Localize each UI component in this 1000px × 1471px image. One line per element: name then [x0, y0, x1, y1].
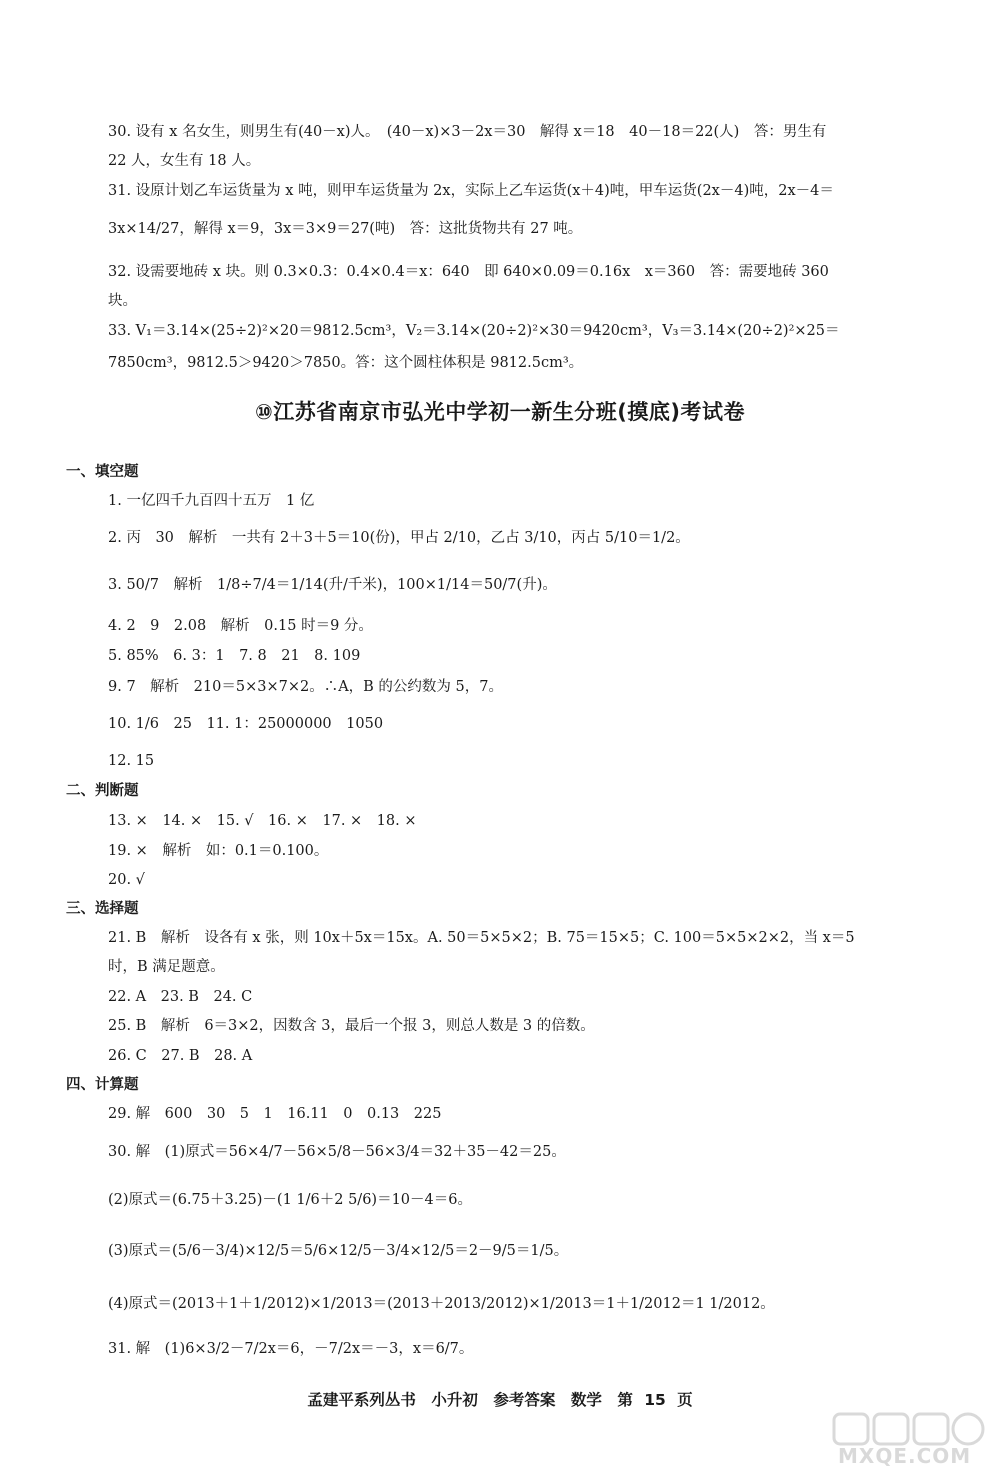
answer-26-28: 26. C 27. B 28. A [108, 1048, 253, 1064]
answer-21-line-2: 时，B 满足题意。 [108, 959, 225, 975]
answer-21-line-1: 21. B 解析 设各有 x 张，则 10x＋5x＝15x。A. 50＝5×5×2；B. 75＝15×5；C. 100＝5×5×2×2，当 x＝5 [108, 930, 855, 946]
answer-20: 20. √ [108, 872, 145, 888]
answer-4: 4. 2 9 2.08 解析 0.15 时＝9 分。 [108, 618, 373, 634]
answer-2: 2. 丙 30 解析 一共有 2＋3＋5＝10(份)，甲占 2/10，乙占 3/10，丙占 5/10＝1/2。 [108, 530, 690, 546]
answer-9: 9. 7 解析 210＝5×3×7×2。∴A，B 的公约数为 5，7。 [108, 679, 503, 695]
answer-30-part-3: (3)原式＝(5/6－3/4)×12/5＝5/6×12/5－3/4×12/5＝2－9/5＝1/5。 [108, 1243, 569, 1259]
watermark-logo [830, 1410, 990, 1468]
answer-25: 25. B 解析 6＝3×2，因数含 3，最后一个报 3，则总人数是 3 的倍数。 [108, 1018, 595, 1034]
answer-22-24: 22. A 23. B 24. C [108, 989, 253, 1005]
answer-29: 29. 解 600 30 5 1 16.11 0 0.13 225 [108, 1106, 442, 1122]
section-true-false: 二、判断题 [66, 783, 139, 799]
answer-13-18: 13. × 14. × 15. √ 16. × 17. × 18. × [108, 813, 417, 829]
answer-33-line-2: 7850cm³，9812.5＞9420＞7850。答：这个圆柱体积是 9812.5cm³。 [108, 355, 584, 371]
answer-10-11: 10. 1/6 25 11. 1：25000000 1050 [108, 716, 384, 732]
answer-30-part-2: (2)原式＝(6.75＋3.25)－(1 1/6＋2 5/6)＝10－4＝6。 [108, 1192, 472, 1208]
section-multiple-choice: 三、选择题 [66, 901, 139, 917]
answer-30-part-1: 30. 解 (1)原式＝56×4/7－56×5/8－56×3/4＝32＋35－42＝25。 [108, 1144, 566, 1160]
answer-31-line-1: 31. 设原计划乙车运货量为 x 吨，则甲车运货量为 2x，实际上乙车运货(x＋4)吨，甲车运货(2x－4)吨，2x－4＝ [108, 183, 834, 199]
answer-30-part-4: (4)原式＝(2013＋1＋1/2012)×1/2013＝(2013＋2013/2012)×1/2013＝1＋1/2012＝1 1/2012。 [108, 1296, 775, 1312]
watermark-badge-icon [830, 1410, 990, 1446]
answer-32-line-2: 块。 [108, 293, 137, 309]
answer-32-line-1: 32. 设需要地砖 x 块。则 0.3×0.3：0.4×0.4＝x：640 即 640×0.09＝0.16x x＝360 答：需要地砖 360 [108, 264, 829, 280]
answer-12: 12. 15 [108, 753, 155, 769]
answer-30-line-2: 22 人，女生有 18 人。 [108, 153, 261, 169]
answer-33-line-1: 33. V₁＝3.14×(25÷2)²×20＝9812.5cm³，V₂＝3.14×(20÷2)²×30＝9420cm³，V₃＝3.14×(20÷2)²×25＝ [108, 323, 840, 339]
answer-3: 3. 50/7 解析 1/8÷7/4＝1/14(升/千米)，100×1/14＝50/7(升)。 [108, 577, 557, 593]
exam-title: ⑩江苏省南京市弘光中学初一新生分班(摸底)考试卷 [255, 400, 745, 424]
section-calculation: 四、计算题 [66, 1077, 139, 1093]
page-footer: 孟建平系列丛书 小升初 参考答案 数学 第 15 页 [307, 1391, 693, 1409]
watermark-text: MXQE.COM [838, 1444, 972, 1468]
answer-30-line-1: 30. 设有 x 名女生，则男生有(40－x)人。 (40－x)×3－2x＝30 解得 x＝18 40－18＝22(人) 答：男生有 [108, 124, 827, 140]
answer-31-part-1: 31. 解 (1)6×3/2－7/2x＝6，－7/2x＝－3，x＝6/7。 [108, 1341, 474, 1357]
answer-31-line-2: 3x×14/27，解得 x＝9，3x＝3×9＝27(吨) 答：这批货物共有 27 吨。 [108, 221, 583, 237]
answer-5-8: 5. 85% 6. 3：1 7. 8 21 8. 109 [108, 648, 361, 664]
section-fill-blank: 一、填空题 [66, 464, 139, 480]
answer-19: 19. × 解析 如：0.1＝0.100。 [108, 843, 329, 859]
answer-1: 1. 一亿四千九百四十五万 1 亿 [108, 493, 315, 509]
